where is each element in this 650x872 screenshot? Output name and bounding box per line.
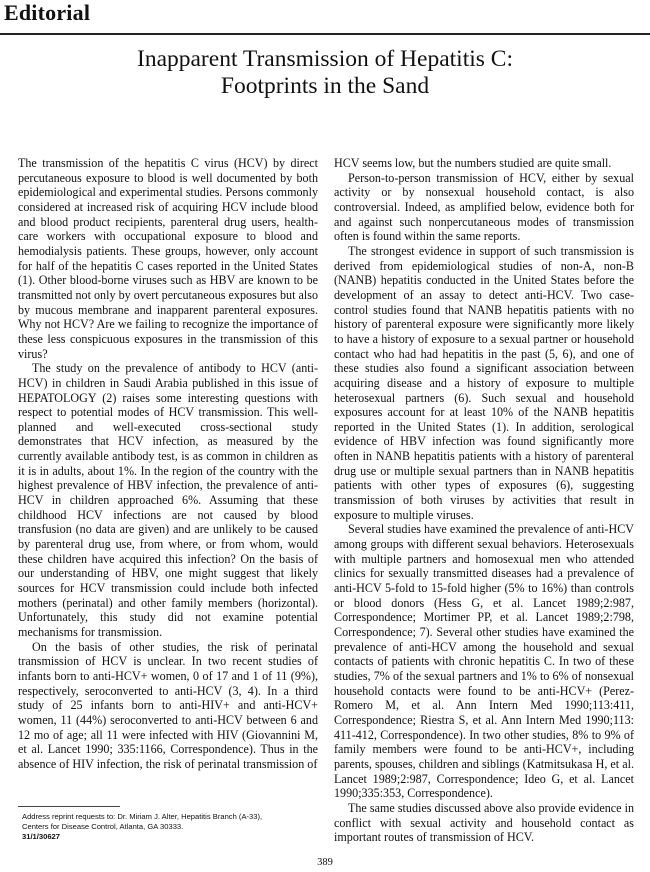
section-label: Editorial	[4, 0, 91, 25]
paragraph: On the basis of other studies, the risk of perinatal transmission of HCV is unclear. In two recent studies of infants born to anti-HCV+ women, 0 of 17 and 1 of 11 (9%), respectively, seroconverted to anti-HCV (3, 4). In a third study of 25 infants born to anti-HIV+ and anti-HCV+ women, 11 (44%) seroconverted to anti-HCV between 6 and 12 mo of age; all 11 were infected with HIV (Giovannini M, et al. Lancet 1990; 335:1166, Correspondence). Thus in the absence of HIV infection, the risk of perinatal transmission of	[18, 639, 318, 771]
left-column	[18, 156, 318, 772]
footnote-line-1: Address reprint requests to: Dr. Miriam J. Alter, Hepatitis Branch (A-33),	[22, 812, 263, 821]
title-line-2: Footprints in the Sand	[220, 73, 430, 99]
paragraph: The same studies discussed above also provide evidence in conflict with sexual activity and household contact as important routes of transmission of HCV.	[334, 800, 634, 845]
paragraph: The transmission of the hepatitis C virus (HCV) by direct percutaneous exposure to blood is well documented by both epidemiological and experimental studies. Persons commonly considered at increased risk of acquiring HCV include blood and blood product recipients, parenteral drug users, health-care workers with occupational exposure to blood and hemodialysis patients. These groups, however, only account for half of the hepatitis C cases reported in the United States (1). Other blood-borne viruses such as HBV are known to be transmitted not only by overt percutaneous exposures but also by mucous membrane and inapparent parenteral exposures. Why not HCV? Are we failing to recognize the importance of these less conspicuous exposures in the transmission of this virus?	[18, 156, 318, 361]
page-number: 389	[317, 857, 333, 868]
paragraph: Person-to-person transmission of HCV, either by sexual activity or by nonsexual household contact, is also controversial. Indeed, as amplified below, evidence both for and against such nonpercutaneous modes of transmission often is found within the same reports.	[334, 170, 634, 244]
paragraph: Several studies have examined the prevalence of anti-HCV among groups with different sexual behaviors. Heterosexuals with multiple partners and homosexual men who attended clinics for sexually transmitted diseases had a prevalence of anti-HCV 5-fold to 15-fold higher (5% to 16%) than controls or blood donors (Hess G, et al. Lancet 1989;2:987, Correspondence; Mortimer PP, et al. Lancet 1989;2:798, Correspondence; 7). Several other studies have examined the prevalence of anti-HCV among the household and sexual contacts of patients with chronic hepatitis C. In two of these studies, 7% of the sexual partners and 1% to 6% of nonsexual household contacts were found to be anti-HCV+ (Perez-Romero M, et al. Ann Intern Med 1990;113:411, Correspondence; Riestra S, et al. Ann Intern Med 1990;113: 411-412, Correspondence). In two other studies, 8% to 9% of family members were found to be anti-HCV+, including parents, spouses, children and siblings (Katmitsukasa H, et al. Lancet 1989;2:987, Correspondence; Ideo G, et al. Lancet 1990;335:353, Correspondence).	[334, 522, 634, 801]
footnote-rule	[18, 806, 120, 807]
article-title	[60, 46, 590, 100]
footnote-line-2: Centers for Disease Control, Atlanta, GA 30333.	[22, 822, 184, 831]
paragraph: HCV seems low, but the numbers studied are quite small.	[334, 156, 612, 170]
footnote	[22, 812, 322, 842]
header-rule	[0, 33, 650, 35]
paragraph: The strongest evidence in support of such transmission is derived from epidemiological studies of non-A, non-B (NANB) hepatitis conducted in the United States before the development of an assay to detect anti-HCV. Two case-control studies found that NANB hepatitis patients with no history of parenteral exposure were significantly more likely to have a history of exposure to a sexual partner or household contact who had had hepatitis in the past (5, 6), and one of these studies also found a significant association between acquiring disease and a history of exposure to multiple heterosexual partners (6). Such sexual and household exposures account for at least 10% of the NANB hepatitis reported in the United States (1). In addition, serological evidence of HBV infection was found significantly more often in NANB hepatitis patients with a history of parenteral drug use or multiple sexual partners than in NANB hepatitis patients with other types of exposures (6), suggesting transmission of both viruses by activities that result in exposure to multiple viruses.	[334, 243, 634, 522]
right-column	[334, 156, 634, 845]
footnote-code: 31/1/30627	[22, 832, 61, 841]
paragraph: The study on the prevalence of antibody to HCV (anti-HCV) in children in Saudi Arabia published in this issue of HEPATOLOGY (2) raises some interesting questions with respect to potential modes of HCV transmission. This well-planned and well-executed cross-sectional study demonstrates that HCV infection, as measured by the currently available antibody test, is as common in children as it is in adults, about 1%. In the region of the country with the highest prevalence of HBV infection, the prevalence of anti-HCV in children approached 6%. Assuming that these childhood HCV infections are not caused by blood transfusion (no data are given) and are unlikely to be caused by parenteral drug use, from where, or from whom, would these children have acquired this infection? On the basis of our understanding of HBV, one might suggest that likely sources for HCV transmission could include both infected mothers (perinatal) and other family members (horizontal). Unfortunately, this study did not examine potential mechanisms for transmission.	[18, 361, 318, 639]
title-line-1: Inapparent Transmission of Hepatitis C:	[137, 46, 513, 72]
